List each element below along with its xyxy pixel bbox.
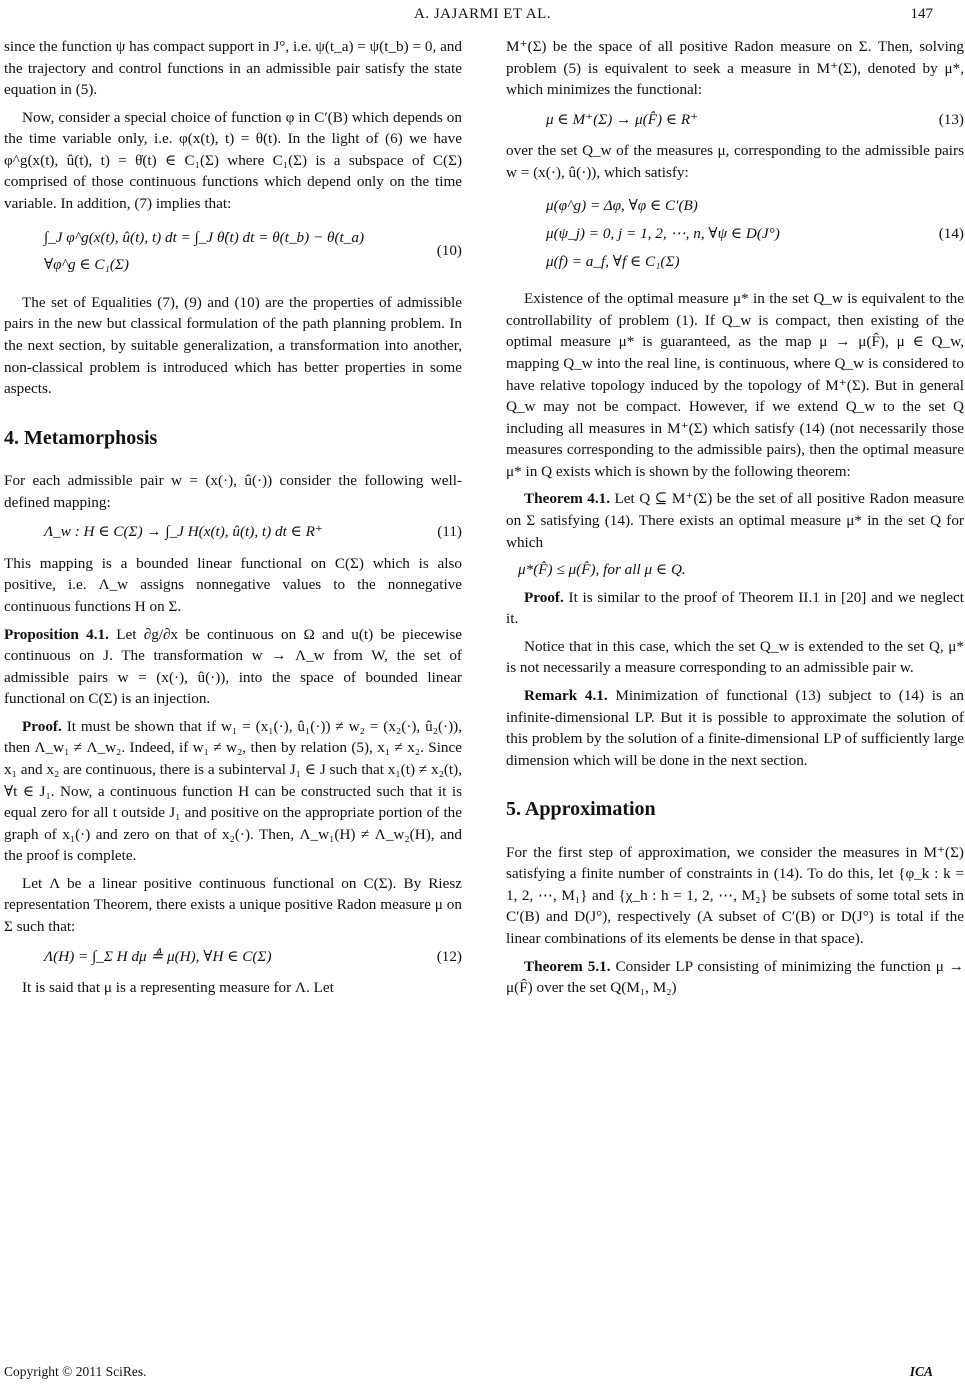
equation-line: Λ_w : H ∈ C(Σ) → ∫_J H(x(t), û(t), t) dt ∈ R⁺: [44, 523, 323, 541]
theorem: [506, 956, 964, 999]
equation-10: [4, 221, 462, 282]
equation-number: (11): [437, 523, 462, 541]
proof-label: Proof.: [22, 717, 62, 735]
equation-line: μ(f) = a_f, ∀f ∈ C₁(Σ): [546, 252, 680, 270]
equation-number: (14): [938, 225, 964, 243]
section-heading: 4. Metamorphosis: [4, 426, 158, 449]
equation-line: μ(φ^g) = Δφ, ∀φ ∈ C′(B): [546, 197, 698, 215]
equation-number: (12): [436, 947, 462, 965]
paragraph: For each admissible pair w = (x(·), û(·)) consider the following well-defined mapping:: [4, 472, 462, 511]
paragraph: Existence of the optimal measure μ* in the set Q_w is equivalent to the controllability of problem (1). If Q_w is compact, then existing of the optimal measure μ* is guaranteed, as the map μ → μ(F̂), μ ∈ Q_w, mapping Q_w into the real line, is continuous, where Q_w is considered to have relative topology induced by the topology of M⁺(Σ). But in general Q_w may not be compact. However, if we extend Q_w to the set Q including all measures in M⁺(Σ) which satisfy (14) (not necessarily those measures corresponding to the admissible pairs), then the optimal measure μ* in Q exists which is shown by the following theorem:: [506, 290, 964, 480]
equation-14: [506, 189, 964, 278]
paragraph: This mapping is a bounded linear functional on C(Σ) which is also positive, i.e. Λ_w assigns nonnegative values to the nonnegative continuous functions H on Σ.: [4, 554, 462, 615]
equation-line: Λ(H) = ∫_Σ H dμ ≜ μ(H), ∀H ∈ C(Σ): [44, 947, 272, 965]
page-header: [0, 4, 965, 30]
equation-line: μ ∈ M⁺(Σ) → μ(F̂) ∈ R⁺: [546, 110, 699, 128]
paragraph: Now, consider a special choice of function φ in C′(B) which depends on the time variable only, i.e. φ(x(t), t) = θ(t). In the light of (6) we have φ^g(x(t), û(t), t) = θ̇(t) ∈ C₁(Σ) where C₁(Σ) is a subspace of C(Σ) comprised of those continuous functions which depend only on the time variable. In addition, (7) implies that:: [4, 108, 462, 213]
equation-11: [4, 521, 462, 543]
paragraph: since the function ψ has compact support in J°, i.e. ψ(t_a) = ψ(t_b) = 0, and the trajectory and control functions in an admissible pair satisfy the state equation in (5).: [4, 38, 462, 99]
theorem-label: Theorem 4.1.: [524, 490, 611, 508]
theorem-equation: μ*(F̂) ≤ μ(F̂), for all μ ∈ Q.: [518, 561, 686, 579]
remark-label: Remark 4.1.: [524, 687, 608, 705]
paragraph: The set of Equalities (7), (9) and (10) are the properties of admissible pairs in the new but classical formulation of the path planning problem. In the next section, by suitable generalization, a transformation into another, non-classical problem is introduced which has better properties in some aspects.: [4, 293, 462, 398]
proof: [506, 587, 964, 630]
equation-number: (10): [436, 242, 462, 260]
proposition-text: Let ∂g/∂x be continuous on Ω and u(t) be piecewise continuous on J. The transformation w → Λ_w from W, the set of admissible pairs w = (x(·), û(·)), into the space of bounded linear functional on C(Σ) is an injection.: [4, 625, 463, 708]
running-title: A. JAJARMI ET AL.: [414, 6, 551, 22]
theorem-text: Let Q ⊆ M⁺(Σ) be the set of all positive Radon measure on Σ satisfying (14). There exists an optimal measure μ* in the set Q for which: [506, 490, 964, 551]
journal-name: ICA: [909, 1364, 933, 1379]
equation-line: μ(ψ_j) = 0, j = 1, 2, ⋯, n, ∀ψ ∈ D(J°): [546, 225, 780, 243]
equation-13: [506, 109, 964, 131]
remark-text: Minimization of functional (13) subject to (14) is an infinite-dimensional LP. But it is possible to approximate the solution of this problem by the solution of a finite-dimensional LP of sufficiently large dimension which will be done in the next section.: [506, 687, 964, 769]
left-column: [4, 36, 462, 1005]
proof-text: It is similar to the proof of Theorem II.1 in [20] and we neglect it.: [506, 588, 964, 628]
paragraph: It is said that μ is a representing measure for Λ. Let: [22, 979, 334, 997]
proposition-label: Proposition 4.1.: [4, 625, 109, 643]
theorem: [506, 488, 964, 553]
equation-12: [4, 946, 462, 968]
paragraph: over the set Q_w of the measures μ, corresponding to the admissible pairs w = (x(·), û(·)), which satisfy:: [506, 142, 964, 181]
proposition: [4, 624, 462, 710]
copyright-text: Copyright © 2011 SciRes.: [4, 1364, 147, 1379]
paragraph: M⁺(Σ) be the space of all positive Radon measure on Σ. Then, solving problem (5) is equivalent to seek a measure in M⁺(Σ), denoted by μ*, which minimizes the functional:: [506, 38, 964, 99]
paragraph: Notice that in this case, which the set Q_w is extended to the set Q, μ* is not necessarily a measure corresponding to an admissible pair w.: [506, 637, 964, 677]
equation-line: ∫_J φ^g(x(t), û(t), t) dt = ∫_J θ̇(t) dt = θ(t_b) − θ(t_a): [44, 228, 365, 246]
proof-text: It must be shown that if w₁ = (x₁(·), û₁(·)) ≠ w₂ = (x₂(·), û₂(·)), then Λ_w₁ ≠ Λ_w₂. Indeed, if w₁ ≠ w₂, then by relation (5), x₁ ≠ x₂. Since x₁ and x₂ are continuous, there is a subinterval J₁ ∈ J such that x₁(t) ≠ x₂(t), ∀t ∈ J₁. Now, a continuous function H can be constructed such that it is equal zero for all t outside J₁ and positive on the appropriate portion of the graph of x₁(·) and zero on that of x₂(·). Then, Λ_w₁(H) ≠ Λ_w₂(H), and the proof is complete.: [4, 717, 462, 865]
paragraph: Let Λ be a linear positive continuous functional on C(Σ). By Riesz representation Theorem, there exists a unique positive Radon measure μ on Σ such that:: [4, 874, 462, 936]
theorem-text: Consider LP consisting of minimizing the function μ → μ(F̂) over the set Q(M₁, M₂): [506, 957, 964, 997]
page-number: 147: [910, 6, 933, 22]
theorem-label: Theorem 5.1.: [524, 957, 611, 975]
section-heading: 5. Approximation: [506, 798, 656, 821]
right-column: [506, 36, 964, 1005]
proof: [4, 716, 462, 867]
paragraph: For the first step of approximation, we consider the measures in M⁺(Σ) satisfying a finite number of constraints in (14). To do this, let {φ_k : k = 1, 2, ⋯, M₁} and {χ_h : h = 1, 2, ⋯, M₂} be subsets of some total sets in C′(B) and D(J°), respectively (A subset of C′(B) or D(J°) is total if the linear combinations of its elements be dense in that space).: [506, 843, 964, 948]
proof-label: Proof.: [524, 588, 564, 606]
equation-line: ∀φ^g ∈ C₁(Σ): [44, 256, 129, 274]
equation-number: (13): [938, 110, 964, 128]
page-footer: [0, 1362, 965, 1382]
remark: [506, 685, 964, 771]
